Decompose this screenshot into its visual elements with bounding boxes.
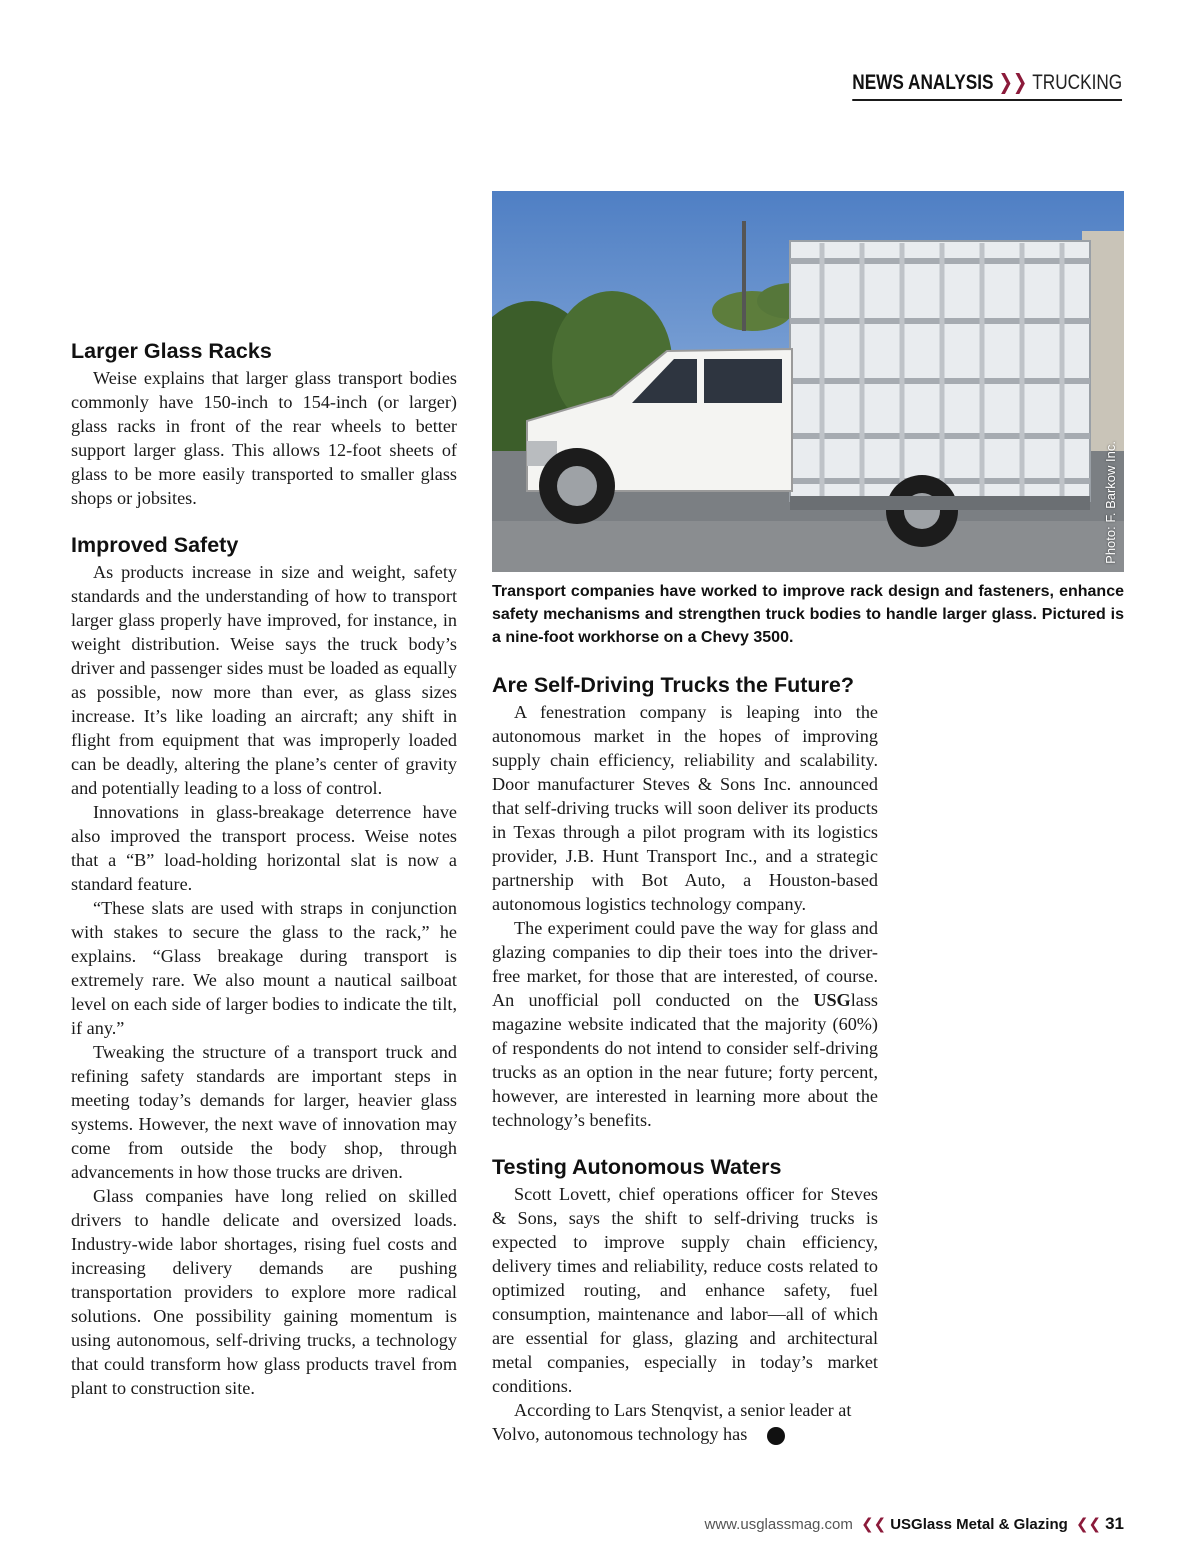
chevron-left-icon: ❮❮ <box>861 1516 887 1533</box>
paragraph: Weise explains that larger glass transport bodies commonly have 150-inch to 154-inch (or larger) glass racks in front of the rear wheels to better support larger glass. This allows 12-foot sheets of glass to be more easily transported to smaller glass shops or jobsites. <box>71 368 457 508</box>
paragraph: Innovations in glass-breakage deterrence have also improved the transport process. Weise notes that a “B” load-holding horizontal slat is now a standard feature. <box>71 802 457 894</box>
truck-photo <box>492 191 1124 572</box>
heading-self-driving: Are Self-Driving Trucks the Future? <box>492 673 854 697</box>
text-fragment: The experiment could pave the way for glass and glazing companies to dip their toes into the driver-free market, for those that are interested, of course. An unofficial poll conducted on the <box>492 918 878 1010</box>
chevron-left-icon: ❮❮ <box>1075 1516 1102 1533</box>
section-label: NEWS ANALYSIS <box>852 71 994 94</box>
paragraph: As products increase in size and weight, safety standards and the understanding of how to transport larger glass properly have improved, for instance, in weight distribution. Weise says the truck body’s driver and passenger sides must be loaded as equally as possible, now more than ever, as glass sizes increase. It’s like loading an aircraft; any shift in flight from equipment that was improperly loaded can be deadly, altering the plane’s center of gravity and potentially leading to a loss of control. <box>71 562 457 798</box>
photo-credit: Photo: F. Barkow Inc. <box>1103 441 1118 564</box>
footer-publication: USGlass Metal & Glazing <box>890 1516 1068 1533</box>
paragraph: Glass companies have long relied on skilled drivers to handle delicate and oversized loads. Industry-wide labor shortages, rising fuel costs and increasing delivery demands are pushing transportation providers to explore more radical solutions. One possibility gaining momentum is using autonomous, self-driving trucks, a technology that could transform how glass products travel from plant to construction site. <box>71 1186 457 1398</box>
heading-larger-glass-racks: Larger Glass Racks <box>71 339 272 363</box>
continue-arrow-icon: ➜ <box>767 1427 785 1445</box>
photo-caption: Transport companies have worked to improve rack design and fasteners, enhance safety mechanisms and strengthen truck bodies to handle larger glass. Pictured is a nine-foot workhorse on a Chevy 3500. <box>492 583 1124 646</box>
paragraph: “These slats are used with straps in conjunction with stakes to secure the glass to the rack,” he explains. “Glass breakage during transport is extremely rare. We also mount a nautical sailboat level on each side of larger bodies to indicate the tilt, if any.” <box>71 898 457 1038</box>
paragraph <box>492 916 878 1132</box>
column-left <box>71 336 457 1400</box>
chevron-icon: ❯❯ <box>998 71 1028 94</box>
section-header <box>852 70 1122 101</box>
column-right <box>492 670 878 1446</box>
heading-improved-safety: Improved Safety <box>71 533 239 557</box>
topic-label: TRUCKING <box>1032 71 1122 94</box>
heading-testing-autonomous: Testing Autonomous Waters <box>492 1155 782 1179</box>
truck-photo-icon <box>492 191 1124 572</box>
page-footer <box>705 1514 1124 1534</box>
paragraph: A fenestration company is leaping into the autonomous market in the hopes of improving supply chain efficiency, reliability and scalability. Door manufacturer Steves & Sons Inc. announced that self-driving trucks will soon deliver its products in Texas through a pilot program with its logistics provider, J.B. Hunt Transport Inc., and a strategic partnership with Bot Auto, a Houston-based autonomous logistics technology company. <box>492 702 878 914</box>
brand-usg: USG <box>813 990 851 1010</box>
footer-url: www.usglassmag.com <box>704 1516 853 1533</box>
text-fragment: According to Lars Stenqvist, a senior leader at Volvo, autonomous technology has <box>492 1400 852 1444</box>
page-number: 31 <box>1105 1514 1124 1533</box>
brand-rest: lass <box>850 990 878 1010</box>
paragraph: Scott Lovett, chief operations officer for Steves & Sons, says the shift to self-driving trucks is expected to improve supply chain efficiency, delivery times and reliability, reduce costs related to optimized routing, and enhance safety, fuel consumption, maintenance and labor—all of which are essential for glass, glazing and architectural metal companies, especially in today’s market conditions. <box>492 1184 878 1396</box>
paragraph <box>492 1398 878 1446</box>
text-fragment: magazine website indicated that the majority (60%) of respondents do not intend to consider self-driving trucks as an option in the near future; forty percent, however, are interested in learning more about the technology’s benefits. <box>492 1014 878 1130</box>
paragraph: Tweaking the structure of a transport truck and refining safety standards are important steps in meeting today’s demands for larger, heavier glass systems. However, the next wave of innovation may come from outside the body shop, through advancements in how those trucks are driven. <box>71 1042 457 1182</box>
